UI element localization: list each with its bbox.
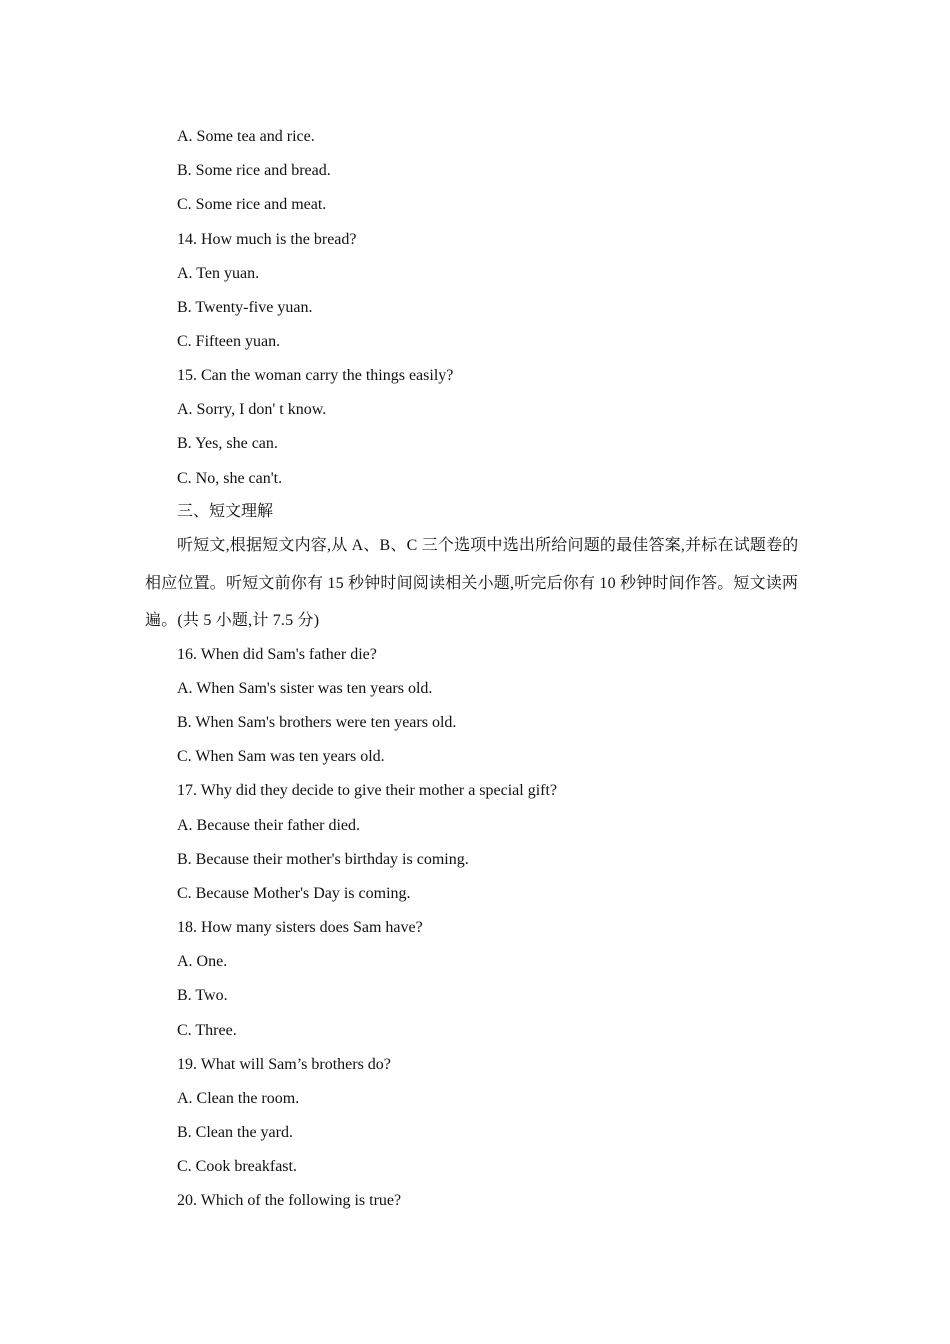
q19-question: 19. What will Sam’s brothers do? — [177, 1056, 391, 1073]
q14-question: 14. How much is the bread? — [177, 231, 357, 248]
q17-option-a: A. Because their father died. — [177, 817, 361, 834]
q15-option-a: A. Sorry, I don' t know. — [177, 401, 327, 418]
q18-option-a: A. One. — [177, 953, 228, 970]
section3-heading: 三、短文理解 — [177, 503, 274, 520]
q19-option-b: B. Clean the yard. — [177, 1124, 293, 1141]
q18-question: 18. How many sisters does Sam have? — [177, 919, 423, 936]
section3-instructions: 听短文,根据短文内容,从 A、B、C 三个选项中选出所给问题的最佳答案,并标在试题卷的相应位置。听短文前你有 15 秒钟时间阅读相关小题,听完后你有 10 秒钟时间作答。短文读两遍。(共 5 小题,计 7.5 分) — [145, 537, 799, 629]
q19-option-a: A. Clean the room. — [177, 1090, 300, 1107]
q15-option-c: C. No, she can't. — [177, 470, 283, 487]
q17-option-c: C. Because Mother's Day is coming. — [177, 885, 411, 902]
q15-question: 15. Can the woman carry the things easily? — [177, 367, 454, 384]
q17-question: 17. Why did they decide to give their mother a special gift? — [177, 782, 558, 799]
q17-option-b: B. Because their mother's birthday is coming. — [177, 851, 469, 868]
q18-option-c: C. Three. — [177, 1022, 237, 1039]
q13-option-a: A. Some tea and rice. — [177, 128, 315, 145]
q13-option-c: C. Some rice and meat. — [177, 196, 327, 213]
q16-question: 16. When did Sam's father die? — [177, 646, 377, 663]
q15-option-b: B. Yes, she can. — [177, 435, 278, 452]
q16-option-b: B. When Sam's brothers were ten years old. — [177, 714, 457, 731]
q19-option-c: C. Cook breakfast. — [177, 1158, 297, 1175]
q14-option-a: A. Ten yuan. — [177, 265, 260, 282]
q16-option-c: C. When Sam was ten years old. — [177, 748, 385, 765]
q18-option-b: B. Two. — [177, 987, 228, 1004]
q13-option-b: B. Some rice and bread. — [177, 162, 331, 179]
q16-option-a: A. When Sam's sister was ten years old. — [177, 680, 433, 697]
q14-option-b: B. Twenty-five yuan. — [177, 299, 313, 316]
q14-option-c: C. Fifteen yuan. — [177, 333, 281, 350]
q20-question: 20. Which of the following is true? — [177, 1192, 402, 1209]
